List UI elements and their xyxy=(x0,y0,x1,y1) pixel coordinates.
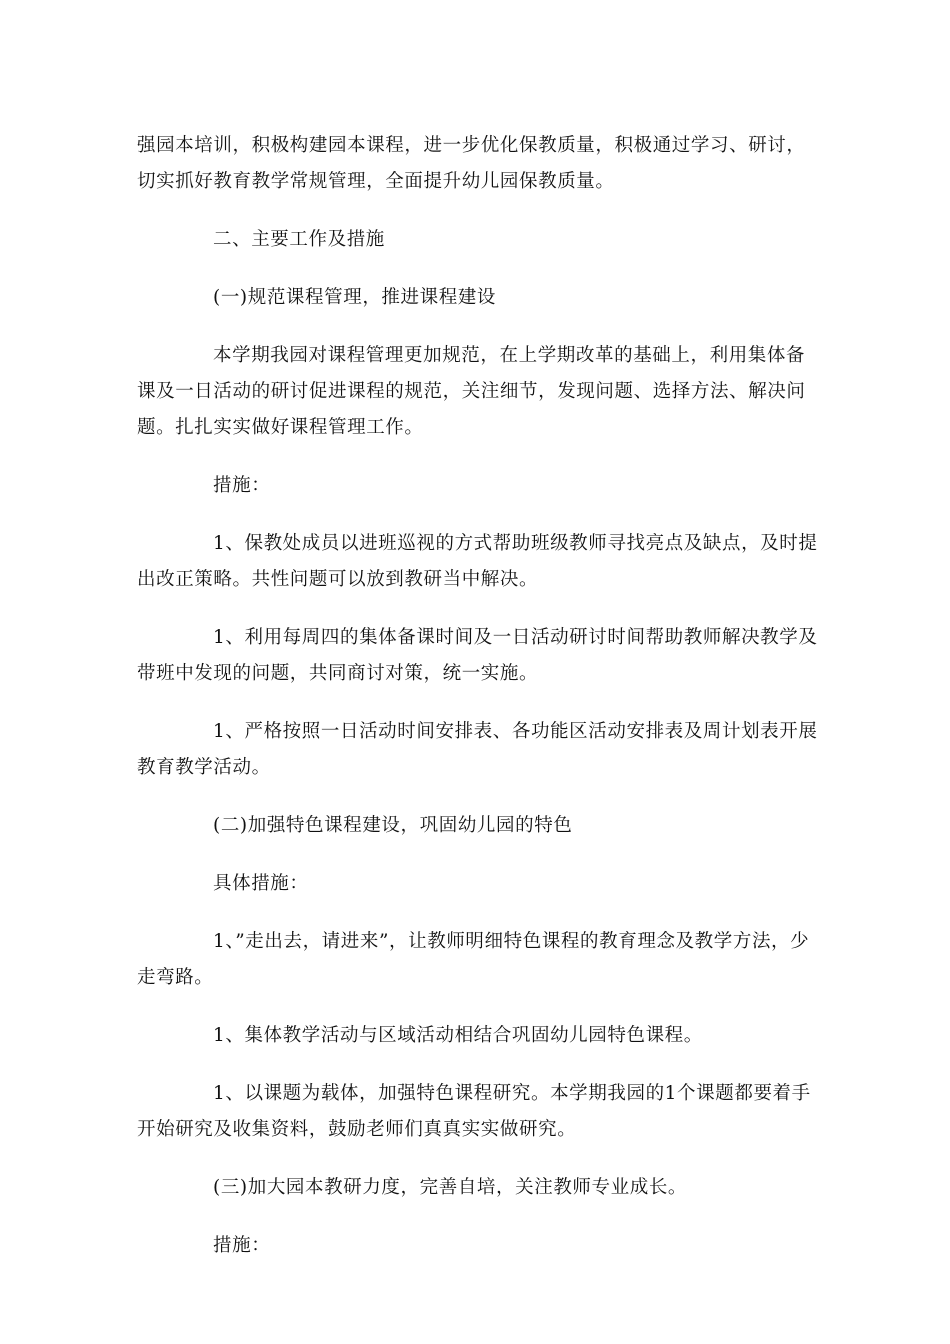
measures-label-2: 具体措施： xyxy=(213,873,309,894)
list-item-measure-5: 1、集体教学活动与区域活动相结合巩固幼儿园特色课程。 xyxy=(213,1025,703,1046)
measures-label-1: 措施： xyxy=(213,475,271,496)
subsection-heading-2: (二)加强特色课程建设，巩固幼儿园的特色 xyxy=(213,815,573,836)
subsection-heading-1: (一)规范课程管理，推进课程建设 xyxy=(213,287,497,308)
list-item-measure-3: 1、严格按照一日活动时间安排表、各功能区活动安排表及周计划表开展教育教学活动。 xyxy=(137,721,818,778)
subsection-heading-3: (三)加大园本教研力度，完善自培，关注教师专业成长。 xyxy=(213,1177,688,1198)
paragraph-continuation: 强园本培训，积极构建园本课程，进一步优化保教质量，积极通过学习、研讨，切实抓好教育教学常规管理，全面提升幼儿园保教质量。 xyxy=(137,135,806,192)
list-item-measure-1: 1、保教处成员以进班巡视的方式帮助班级教师寻找亮点及缺点，及时提出改正策略。共性问题可以放到教研当中解决。 xyxy=(137,533,818,590)
document-body xyxy=(137,128,819,1264)
list-item-measure-2: 1、利用每周四的集体备课时间及一日活动研讨时间帮助教师解决教学及带班中发现的问题，共同商讨对策，统一实施。 xyxy=(137,627,818,684)
section-heading-main-work: 二、主要工作及措施 xyxy=(213,229,385,250)
list-item-measure-6: 1、以课题为载体，加强特色课程研究。本学期我园的1个课题都要着手开始研究及收集资料，鼓励老师们真真实实做研究。 xyxy=(137,1083,811,1140)
measures-label-3: 措施： xyxy=(213,1235,271,1256)
list-item-measure-4: 1、”走出去，请进来”，让教师明细特色课程的教育理念及教学方法，少走弯路。 xyxy=(137,931,810,988)
paragraph-course-management: 本学期我园对课程管理更加规范，在上学期改革的基础上，利用集体备课及一日活动的研讨促进课程的规范，关注细节，发现问题、选择方法、解决问题。扎扎实实做好课程管理工作。 xyxy=(137,345,806,438)
